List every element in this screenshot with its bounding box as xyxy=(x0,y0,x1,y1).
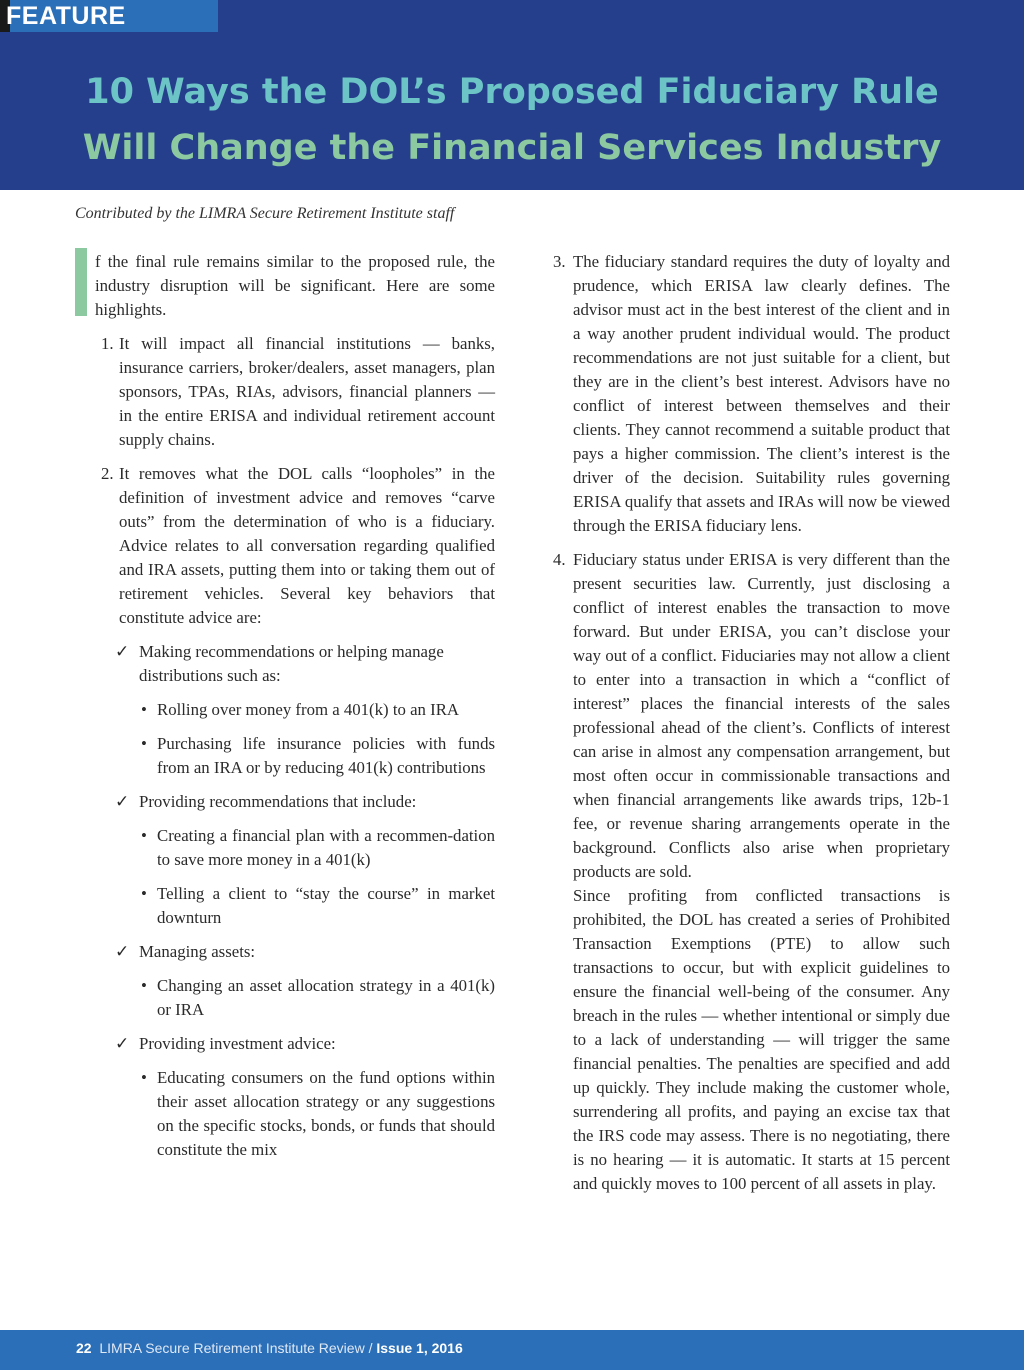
title-line-2: Will Change the Financial Services Industry xyxy=(82,128,942,168)
list-text: The fiduciary standard requires the duty of loyalty and prudence, which ERISA law clearly defines. The advisor must act in the best interest of the client and in a way another prudent individual would. The product recommendations are not just suitable for a client, but they are in the client’s best interest. Advisors have no conflict of interest between themselves and their clients. They cannot recommend a suitable product that pays a higher commission. The client’s interest is the driver of the decision. Suitability rules governing ERISA qualify that assets and IRAs will now be viewed through the ERISA fiduciary lens. xyxy=(573,252,950,535)
byline: Contributed by the LIMRA Secure Retirement Institute staff xyxy=(75,205,455,222)
drop-cap-i xyxy=(75,248,87,316)
header-banner xyxy=(0,0,1024,190)
footer-bar xyxy=(0,1330,1024,1370)
issue-label: Issue 1, 2016 xyxy=(376,1340,463,1356)
list-item-4 xyxy=(553,548,950,1196)
feature-tag xyxy=(0,0,218,32)
list-item-2 xyxy=(95,462,495,630)
check-text: Providing investment advice: xyxy=(139,1034,336,1053)
bullet-text: Educating consumers on the fund options within their asset allocation strategy or any suggestions on the specific stocks, bonds, or funds that should constitute the mix xyxy=(157,1068,495,1159)
list-item-1 xyxy=(95,332,495,452)
checkmark-icon: ✓ xyxy=(115,642,130,661)
bullet-text: Rolling over money from a 401(k) to an IRA xyxy=(157,700,460,719)
bullet-icon: • xyxy=(141,700,147,719)
bullet-icon: • xyxy=(141,884,147,903)
page-number: 22 xyxy=(76,1340,92,1356)
left-column xyxy=(95,250,495,1172)
list-item-4-paragraph-2: Since profiting from conflicted transactions is prohibited, the DOL has created a series of Prohibited Transaction Exemptions (PTE) to allow such transactions to occur, but with explicit guidelines to ensure the financial well-being of the consumer. Any breach in the rules — whether intentional or simply due to a lack of understanding — will trigger the same financial penalties. The penalties are specified and add up quickly. They include making the customer whole, surrendering all profits, and paying an excise tax that the IRS code may assess. There is no negotiating, there is no hearing — it is automatic. It starts at 15 percent and quickly moves to 100 percent of all assets in play. xyxy=(573,886,950,1193)
bullet-item xyxy=(137,732,495,780)
publication-name: LIMRA Secure Retirement Institute Review / xyxy=(99,1340,373,1356)
bullet-item xyxy=(137,974,495,1022)
check-text: Making recommendations or helping manage distributions such as: xyxy=(139,642,444,685)
checkmark-icon: ✓ xyxy=(115,1034,130,1053)
feature-label: FEATURE xyxy=(6,2,126,30)
bullet-item xyxy=(137,698,495,722)
list-number: 2. xyxy=(101,464,114,483)
list-number: 1. xyxy=(101,334,114,353)
bullet-icon: • xyxy=(141,734,147,753)
title-line-1: 10 Ways the DOL’s Proposed Fiduciary Rule xyxy=(85,72,939,112)
checkmark-icon: ✓ xyxy=(115,792,130,811)
bullet-item xyxy=(137,1066,495,1162)
bullet-icon: • xyxy=(141,976,147,995)
bullet-icon: • xyxy=(141,826,147,845)
bullet-item xyxy=(137,882,495,930)
list-item-3 xyxy=(553,250,950,538)
checkmark-icon: ✓ xyxy=(115,942,130,961)
check-item-1 xyxy=(115,640,495,688)
footer-text xyxy=(76,1340,463,1356)
intro-paragraph: f the final rule remains similar to the proposed rule, the industry disruption will be significant. Here are some highlights. xyxy=(95,252,495,319)
right-column xyxy=(553,250,950,1206)
bullet-item xyxy=(137,824,495,872)
list-number: 4. xyxy=(553,550,566,569)
list-number: 3. xyxy=(553,252,566,271)
list-text: Fiduciary status under ERISA is very different than the present securities law. Currently, just disclosing a conflict of interest enables the transaction to move forward. But under ERISA, you can’t disclose your way out of a conflict. Fiduciaries may not allow a client to enter into a transaction in which a “conflict of interest” places the financial interests of the sales professional ahead of the client’s. Conflicts of interest can arise in almost any compensation arrangement, but most often occur in commissionable transactions and when financial arrangements like awards trips, 12b-1 fee, or revenue sharing arrangements operate in the background. Conflicts also arise when proprietary products are sold. xyxy=(573,550,950,881)
bullet-text: Changing an asset allocation strategy in a 401(k) or IRA xyxy=(157,976,495,1019)
check-item-4 xyxy=(115,1032,495,1056)
bullet-icon: • xyxy=(141,1068,147,1087)
bullet-text: Purchasing life insurance policies with funds from an IRA or by reducing 401(k) contributions xyxy=(157,734,495,777)
check-item-3 xyxy=(115,940,495,964)
list-text: It will impact all financial institutions — banks, insurance carriers, broker/dealers, asset managers, plan sponsors, TPAs, RIAs, advisors, financial planners — in the entire ERISA and individual retirement account supply chains. xyxy=(119,334,495,449)
page-title xyxy=(0,64,1024,176)
bullet-text: Creating a financial plan with a recommen-dation to save more money in a 401(k) xyxy=(157,826,495,869)
list-text: It removes what the DOL calls “loopholes” in the definition of investment advice and removes “carve outs” from the determination of who is a fiduciary. Advice relates to all conversation regarding qualified and IRA assets, putting them into or taking them out of retirement vehicles. Several key behaviors that constitute advice are: xyxy=(119,464,495,627)
bullet-text: Telling a client to “stay the course” in market downturn xyxy=(157,884,495,927)
check-text: Providing recommendations that include: xyxy=(139,792,417,811)
check-text: Managing assets: xyxy=(139,942,256,961)
check-item-2 xyxy=(115,790,495,814)
